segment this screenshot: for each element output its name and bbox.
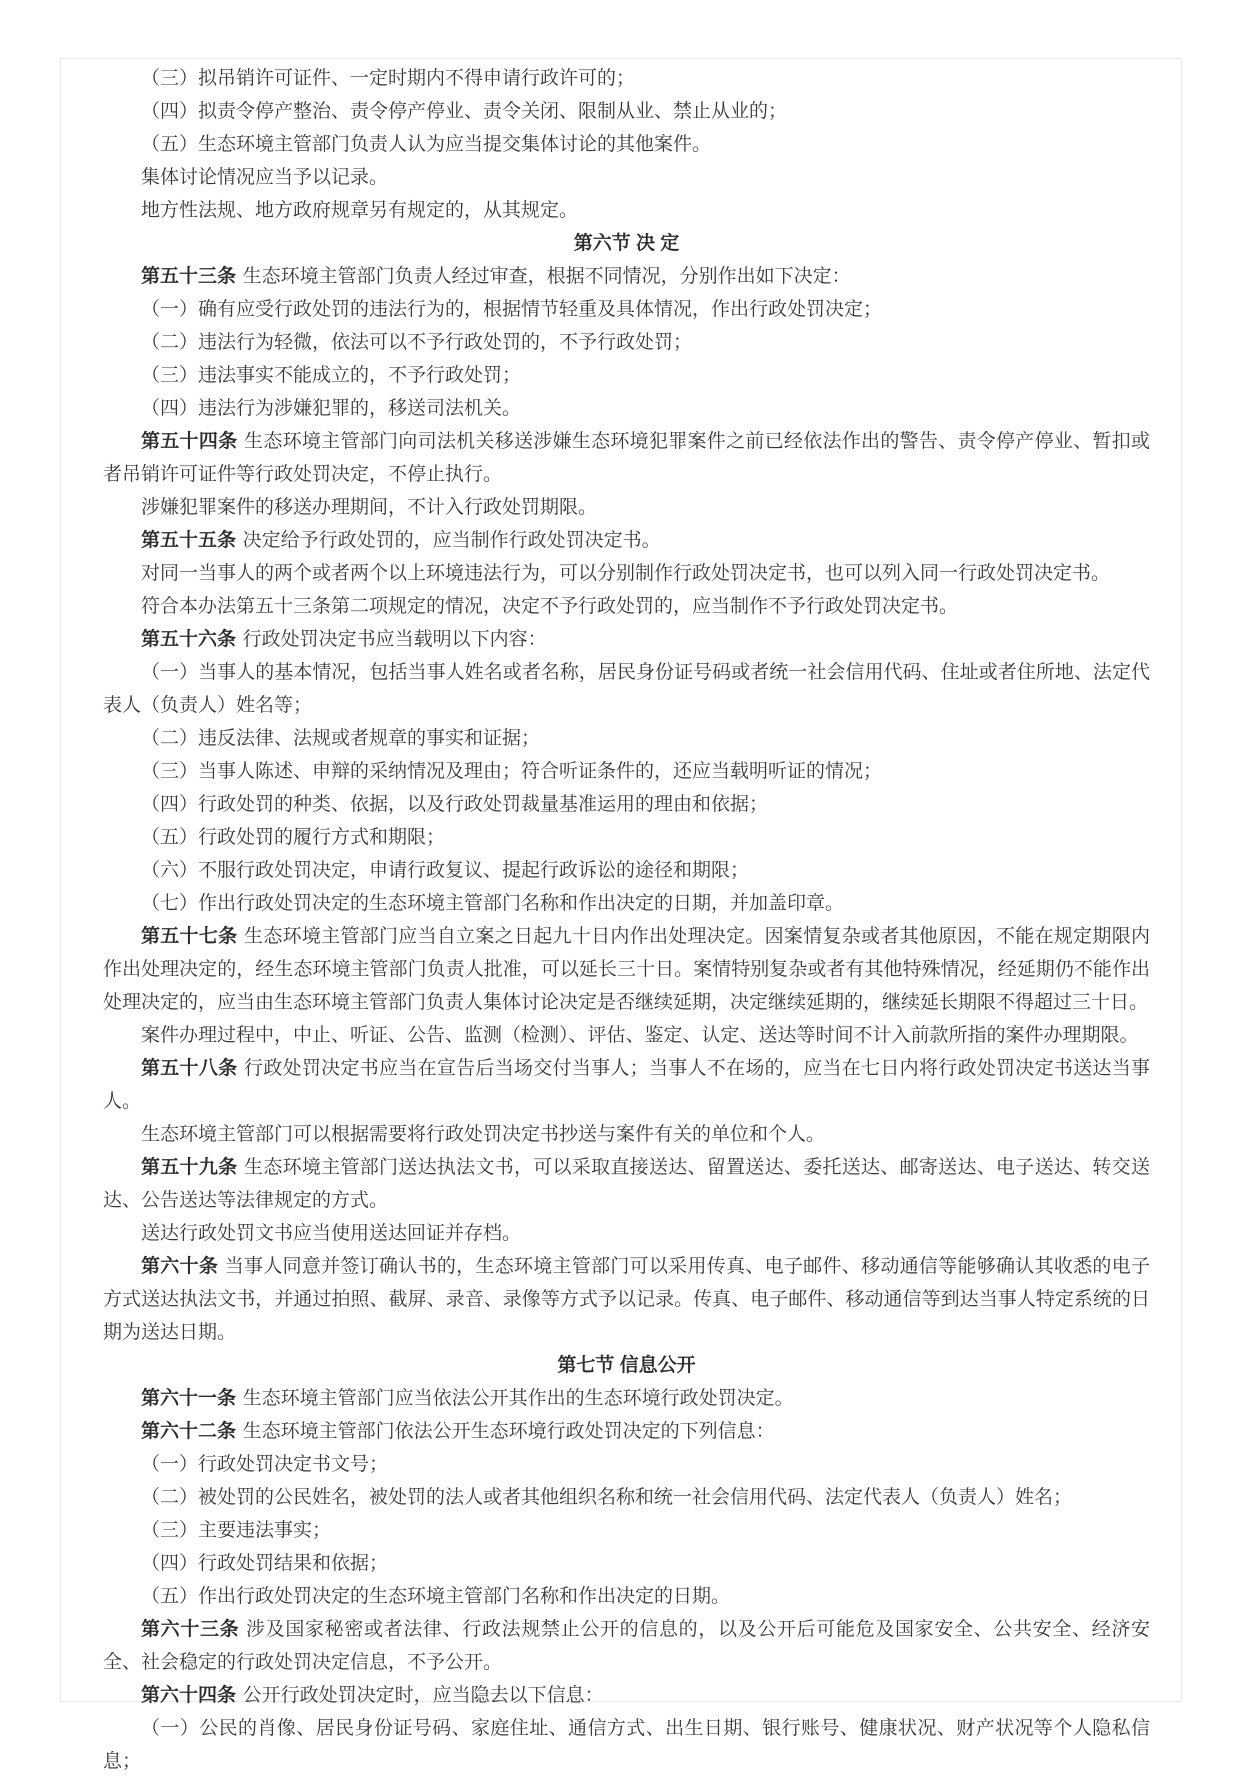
list-item-paragraph: （一）确有应受行政处罚的违法行为的，根据情节轻重及具体情况，作出行政处罚决定； — [141, 299, 883, 320]
article-number: 第五十七条 — [141, 926, 238, 947]
body-paragraph: 集体讨论情况应当予以记录。 — [141, 167, 389, 188]
list-item-paragraph: （六）不服行政处罚决定，申请行政复议、提起行政诉讼的途径和期限； — [141, 860, 750, 881]
body-paragraph: 符合本办法第五十三条第二项规定的情况，决定不予行政处罚的，应当制作不予行政处罚决定书。 — [141, 596, 959, 617]
article-paragraph — [103, 920, 1150, 1019]
list-item-paragraph: （三）拟吊销许可证件、一定时期内不得申请行政许可的； — [141, 68, 636, 89]
article-paragraph — [103, 425, 1150, 491]
article-paragraph — [103, 524, 1150, 557]
section-heading: 第七节 信息公开 — [557, 1355, 696, 1376]
document-content — [103, 62, 1150, 1778]
article-text: 生态环境主管部门向司法机关移送涉嫌生态环境犯罪案件之前已经依法作出的警告、责令停产停业、暂扣或者吊销许可证件等行政处罚决定，不停止执行。 — [103, 431, 1150, 485]
list-item-paragraph: （四）拟责令停产整治、责令停产停业、责令关闭、限制从业、禁止从业的； — [141, 101, 788, 122]
article-text: 涉及国家秘密或者法律、行政法规禁止公开的信息的，以及公开后可能危及国家安全、公共安全、经济安全、社会稳定的行政处罚决定信息，不予公开。 — [103, 1619, 1150, 1673]
article-text: 当事人同意并签订确认书的，生态环境主管部门可以采用传真、电子邮件、移动通信等能够确认其收悉的电子方式送达执法文书，并通过拍照、截屏、录音、录像等方式予以记录。传真、电子邮件、移动通信等到达当事人特定系统的日期为送达日期。 — [103, 1256, 1150, 1343]
list-item-paragraph: （五）行政处罚的履行方式和期限； — [141, 827, 446, 848]
list-item-paragraph: （一）当事人的基本情况，包括当事人姓名或者名称，居民身份证号码或者统一社会信用代码、住址或者住所地、法定代表人（负责人）姓名等； — [103, 662, 1150, 716]
article-paragraph — [103, 1151, 1150, 1217]
body-paragraph: 对同一当事人的两个或者两个以上环境违法行为，可以分别制作行政处罚决定书，也可以列入同一行政处罚决定书。 — [141, 563, 1111, 584]
article-number: 第五十八条 — [141, 1058, 238, 1079]
article-text: 生态环境主管部门负责人经过审查，根据不同情况，分别作出如下决定： — [242, 266, 851, 287]
article-number: 第五十六条 — [141, 629, 237, 650]
article-paragraph — [103, 1679, 1150, 1712]
article-paragraph — [103, 1250, 1150, 1349]
list-item-paragraph: （二）违反法律、法规或者规章的事实和证据； — [141, 728, 541, 749]
article-number: 第五十四条 — [141, 431, 238, 452]
body-paragraph: 送达行政处罚文书应当使用送达回证并存档。 — [141, 1223, 522, 1244]
article-paragraph — [103, 1613, 1150, 1679]
article-text: 生态环境主管部门应当依法公开其作出的生态环境行政处罚决定。 — [242, 1388, 794, 1409]
list-item-paragraph: （四）行政处罚结果和依据； — [141, 1553, 389, 1574]
article-number: 第六十二条 — [141, 1421, 237, 1442]
list-item-paragraph: （五）生态环境主管部门负责人认为应当提交集体讨论的其他案件。 — [141, 134, 712, 155]
document-page — [60, 58, 1182, 1772]
list-item-paragraph: （二）被处罚的公民姓名，被处罚的法人或者其他组织名称和统一社会信用代码、法定代表人（负责人）姓名； — [141, 1487, 1073, 1508]
list-item-paragraph: （一）公民的肖像、居民身份证号码、家庭住址、通信方式、出生日期、银行账号、健康状况、财产状况等个人隐私信息； — [103, 1718, 1150, 1772]
body-paragraph: 案件办理过程中，中止、听证、公告、监测（检测）、评估、鉴定、认定、送达等时间不计入前款所指的案件办理期限。 — [141, 1025, 1139, 1046]
list-item-paragraph: （七）作出行政处罚决定的生态环境主管部门名称和作出决定的日期，并加盖印章。 — [141, 893, 845, 914]
list-item-paragraph: （一）行政处罚决定书文号； — [141, 1454, 389, 1475]
article-number: 第五十三条 — [141, 266, 237, 287]
article-number: 第六十条 — [141, 1256, 219, 1277]
list-item-paragraph: （四）违法行为涉嫌犯罪的，移送司法机关。 — [141, 398, 522, 419]
article-text: 行政处罚决定书应当在宣告后当场交付当事人；当事人不在场的，应当在七日内将行政处罚决定书送达当事人。 — [103, 1058, 1150, 1112]
list-item-paragraph: （三）主要违法事实； — [141, 1520, 332, 1541]
article-text: 公开行政处罚决定时，应当隐去以下信息： — [242, 1685, 604, 1706]
list-item-paragraph: （四）行政处罚的种类、依据，以及行政处罚裁量基准运用的理由和依据； — [141, 794, 769, 815]
section-heading: 第六节 决 定 — [573, 233, 680, 254]
article-number: 第五十五条 — [141, 530, 237, 551]
article-paragraph — [103, 260, 1150, 293]
article-text: 决定给予行政处罚的，应当制作行政处罚决定书。 — [242, 530, 661, 551]
body-paragraph: 地方性法规、地方政府规章另有规定的，从其规定。 — [141, 200, 579, 221]
article-paragraph — [103, 623, 1150, 656]
list-item-paragraph: （五）作出行政处罚决定的生态环境主管部门名称和作出决定的日期。 — [141, 1586, 731, 1607]
article-text: 生态环境主管部门送达执法文书，可以采取直接送达、留置送达、委托送达、邮寄送达、电子送达、转交送达、公告送达等法律规定的方式。 — [103, 1157, 1150, 1211]
article-text: 生态环境主管部门依法公开生态环境行政处罚决定的下列信息： — [242, 1421, 775, 1442]
article-text: 生态环境主管部门应当自立案之日起九十日内作出处理决定。因案情复杂或者其他原因，不能在规定期限内作出处理决定的，经生态环境主管部门负责人批准，可以延长三十日。案情特别复杂或者有其他特殊情况，经延期仍不能作出处理决定的，应当由生态环境主管部门负责人集体讨论决定是否继续延期，决定继续延期的，继续延长期限不得超过三十日。 — [103, 926, 1150, 1013]
article-number: 第六十三条 — [141, 1619, 240, 1640]
list-item-paragraph: （三）违法事实不能成立的，不予行政处罚； — [141, 365, 522, 386]
article-text: 行政处罚决定书应当载明以下内容： — [242, 629, 547, 650]
list-item-paragraph: （三）当事人陈述、申辩的采纳情况及理由；符合听证条件的，还应当载明听证的情况； — [141, 761, 883, 782]
article-paragraph — [103, 1415, 1150, 1448]
article-number: 第六十一条 — [141, 1388, 237, 1409]
body-paragraph: 涉嫌犯罪案件的移送办理期间，不计入行政处罚期限。 — [141, 497, 598, 518]
article-paragraph — [103, 1382, 1150, 1415]
body-paragraph: 生态环境主管部门可以根据需要将行政处罚决定书抄送与案件有关的单位和个人。 — [141, 1124, 826, 1145]
article-paragraph — [103, 1052, 1150, 1118]
article-number: 第六十四条 — [141, 1685, 237, 1706]
list-item-paragraph: （二）违法行为轻微，依法可以不予行政处罚的，不予行政处罚； — [141, 332, 693, 353]
article-number: 第五十九条 — [141, 1157, 238, 1178]
